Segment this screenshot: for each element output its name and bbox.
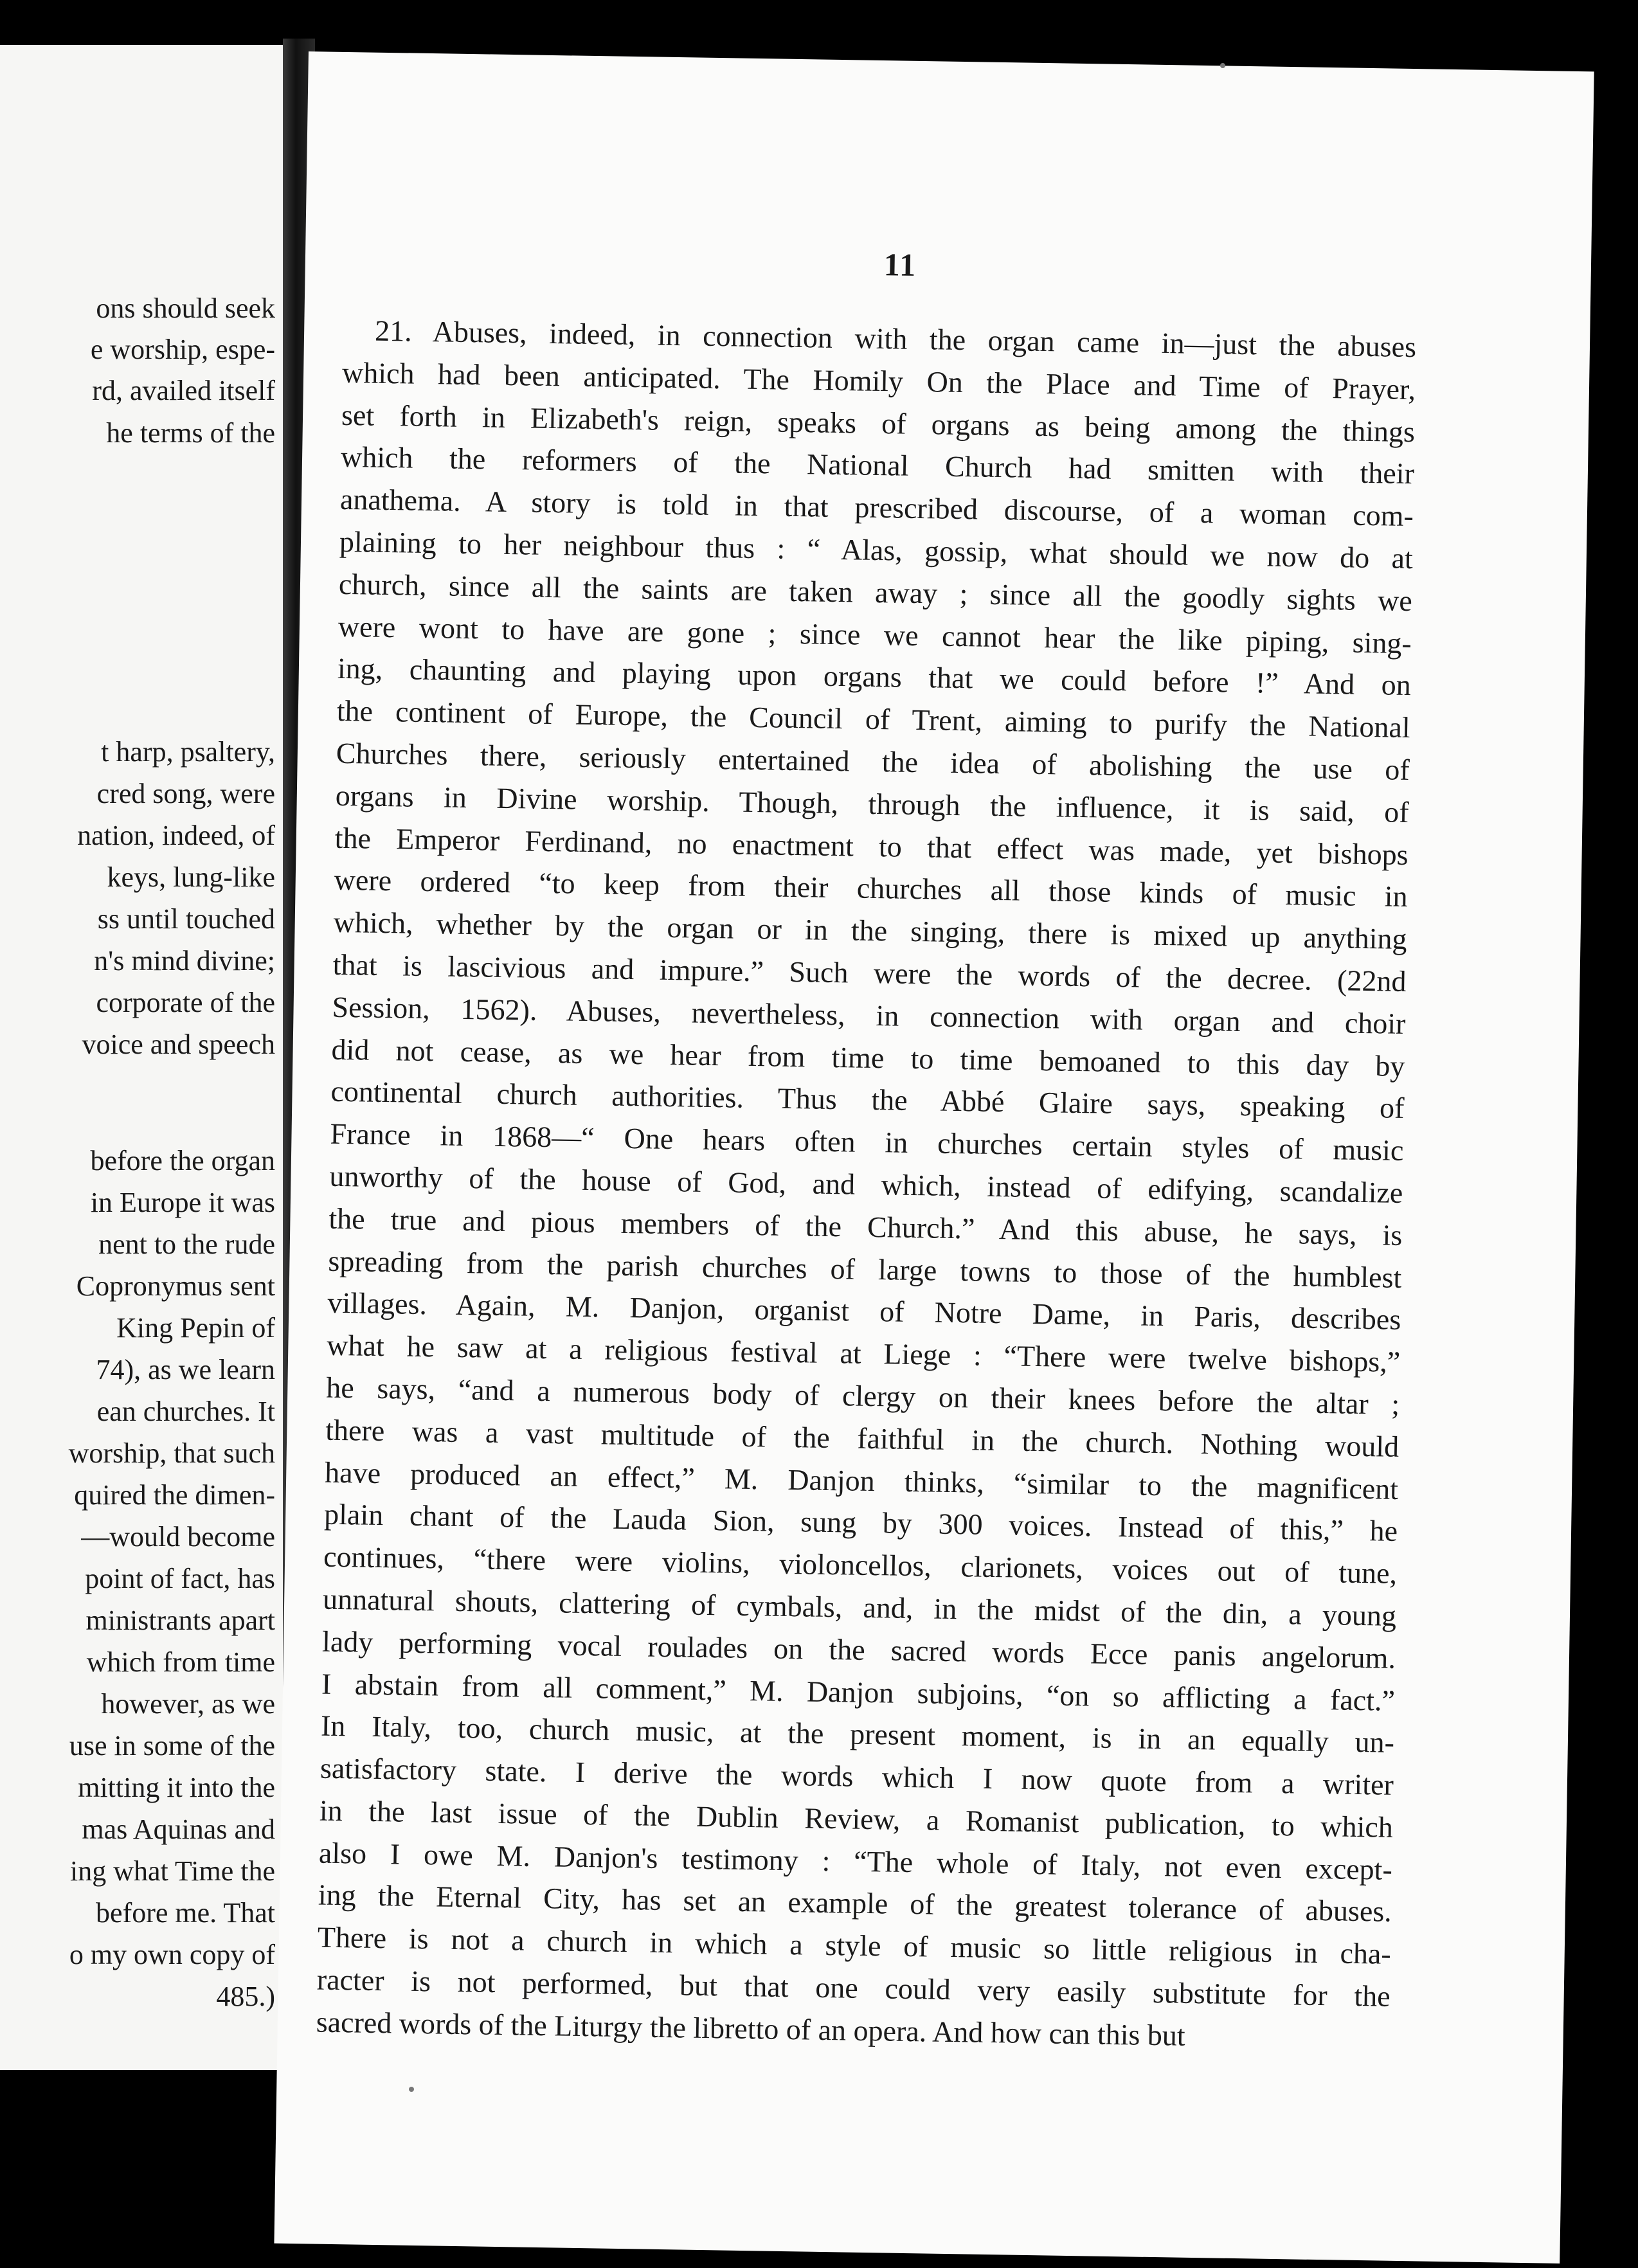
body-text xyxy=(316,309,1416,2060)
body-line: anathema. A story is told in that prescribed discourse, of a woman com- xyxy=(339,483,1414,533)
right-page xyxy=(274,51,1594,2264)
body-line: he says, “and a numerous body of clergy on their knees before the altar ; xyxy=(325,1371,1400,1421)
left-page-line: Copronymus sent xyxy=(76,1270,275,1302)
left-page-line: n's mind divine; xyxy=(94,945,275,977)
body-line: in the last issue of the Dublin Review, a Romanist publication, to which xyxy=(319,1794,1394,1844)
left-page-line: keys, lung-like xyxy=(107,861,275,893)
left-page-line: worship, that such xyxy=(68,1437,275,1469)
left-page-line: rd, availed itself xyxy=(92,375,275,406)
body-line: satisfactory state. I derive the words which I now quote from a writer xyxy=(320,1751,1394,1801)
body-line: spreading from the parish churches of large towns to those of the humblest xyxy=(328,1244,1402,1294)
body-line: plaining to her neighbour thus : “ Alas, gossip, what should we now do at xyxy=(339,525,1414,575)
body-line: have produced an effect,” M. Danjon thinks, “similar to the magnificent xyxy=(324,1455,1399,1506)
left-page-line: however, as we xyxy=(101,1688,275,1720)
body-line: set forth in Elizabeth's reign, speaks of organs as being among the things xyxy=(341,398,1416,448)
body-line: church, since all the saints are taken away ; since all the goodly sights we xyxy=(338,567,1413,617)
left-page-line: corporate of the xyxy=(96,987,275,1018)
left-page-line: which from time xyxy=(86,1646,275,1678)
left-page-line: —would become xyxy=(81,1521,275,1553)
scan-speck xyxy=(409,2087,414,2092)
body-line: there was a vast multitude of the faithful in the church. Nothing would xyxy=(325,1413,1400,1463)
left-page-line: he terms of the xyxy=(106,417,275,449)
left-page-line: mitting it into the xyxy=(78,1772,275,1803)
body-line: villages. Again, M. Danjon, organist of Notre Dame, in Paris, describes xyxy=(327,1286,1401,1336)
body-line: continental church authorities. Thus the Abbé Glaire says, speaking of xyxy=(330,1075,1405,1125)
scan-speck xyxy=(1220,63,1225,68)
left-page-line: King Pepin of xyxy=(116,1312,275,1344)
body-line: unnatural shouts, clattering of cymbals, and, in the midst of the din, a young xyxy=(322,1582,1397,1632)
body-line: 21. Abuses, indeed, in connection with the organ came in—just the abuses xyxy=(374,314,1417,364)
body-line: were ordered “to keep from their churches all those kinds of music in xyxy=(334,863,1408,914)
body-line: did not cease, as we hear from time to time bemoaned to this day by xyxy=(331,1032,1405,1083)
body-line: plain chant of the Lauda Sion, sung by 300 voices. Instead of this,” he xyxy=(323,1497,1398,1548)
left-page-fragment xyxy=(0,45,284,2070)
left-page-line: point of fact, has xyxy=(85,1563,275,1594)
body-line: that is lascivious and impure.” Such were the words of the decree. (22nd xyxy=(332,948,1407,998)
body-line: racter is not performed, but that one could very easily substitute for the xyxy=(316,1963,1391,2013)
body-line: which had been anticipated. The Homily On the Place and Time of Prayer, xyxy=(341,356,1416,406)
body-line: also I owe M. Danjon's testimony : “The whole of Italy, not even except- xyxy=(318,1836,1393,1886)
body-line: unworthy of the house of God, and which, instead of edifying, scandalize xyxy=(329,1159,1403,1209)
left-page-line: e worship, espe- xyxy=(90,334,275,365)
left-page-line: ss until touched xyxy=(97,903,275,935)
left-page-line: ons should seek xyxy=(96,292,275,324)
body-line: In Italy, too, church music, at the present moment, is in an equally un- xyxy=(320,1709,1395,1760)
left-page-line: before the organ xyxy=(90,1145,275,1176)
left-page-line: ministrants apart xyxy=(86,1605,275,1636)
body-line: organs in Divine worship. Though, through the influence, it is said, of xyxy=(335,779,1410,829)
left-page-line: cred song, were xyxy=(96,778,275,809)
left-page-line: 74), as we learn xyxy=(96,1354,275,1385)
body-line: I abstain from all comment,” M. Danjon subjoins, “on so afflicting a fact.” xyxy=(321,1667,1396,1717)
body-line: ing, chaunting and playing upon organs that we could before !” And on xyxy=(337,652,1412,702)
body-line: ing the Eternal City, has set an example of the greatest tolerance of abuses. xyxy=(318,1878,1392,1929)
body-line: Session, 1562). Abuses, nevertheless, in connection with organ and choir xyxy=(332,990,1406,1040)
body-line: which, whether by the organ or in the singing, there is mixed up anything xyxy=(333,905,1407,956)
left-page-line: quired the dimen- xyxy=(74,1479,275,1511)
left-page-line: before me. That xyxy=(96,1897,275,1929)
body-line: sacred words of the Liturgy the libretto of an opera. And how can this but xyxy=(316,2005,1186,2052)
body-line: lady performing vocal roulades on the sacred words Ecce panis angelorum. xyxy=(321,1625,1396,1675)
body-line: Churches there, seriously entertained the idea of abolishing the use of xyxy=(336,736,1410,787)
body-line: the continent of Europe, the Council of Trent, aiming to purify the National xyxy=(336,694,1411,744)
body-line: what he saw at a religious festival at Liege : “There were twelve bishops,” xyxy=(326,1328,1401,1379)
left-page-line: t harp, psaltery, xyxy=(101,736,275,768)
left-page-line: ean churches. It xyxy=(96,1396,275,1427)
left-page-line: nation, indeed, of xyxy=(77,820,275,851)
left-page-line: voice and speech xyxy=(82,1029,275,1060)
body-line: continues, “there were violins, violoncellos, clarionets, voices out of tune, xyxy=(323,1540,1398,1590)
left-page-line: ing what Time the xyxy=(69,1855,275,1887)
body-line: the true and pious members of the Church.” And this abuse, he says, is xyxy=(328,1202,1403,1252)
left-page-line: nent to the rude xyxy=(98,1228,275,1260)
body-line: were wont to have are gone ; since we cannot hear the like piping, sing- xyxy=(338,609,1412,660)
left-page-line: in Europe it was xyxy=(90,1187,275,1218)
body-line: the Emperor Ferdinand, no enactment to that effect was made, yet bishops xyxy=(334,821,1408,871)
body-line: which the reformers of the National Church had smitten with their xyxy=(340,440,1415,491)
body-line: France in 1868—“ One hears often in churches certain styles of music xyxy=(330,1117,1404,1167)
left-page-line: mas Aquinas and xyxy=(82,1814,275,1845)
page-number: 11 xyxy=(883,246,917,283)
body-line: There is not a church in which a style of music so little religious in cha- xyxy=(317,1920,1392,1971)
left-page-line: 485.) xyxy=(216,1981,275,2012)
left-page-line: o my own copy of xyxy=(69,1939,275,1970)
left-page-line: use in some of the xyxy=(69,1730,275,1761)
